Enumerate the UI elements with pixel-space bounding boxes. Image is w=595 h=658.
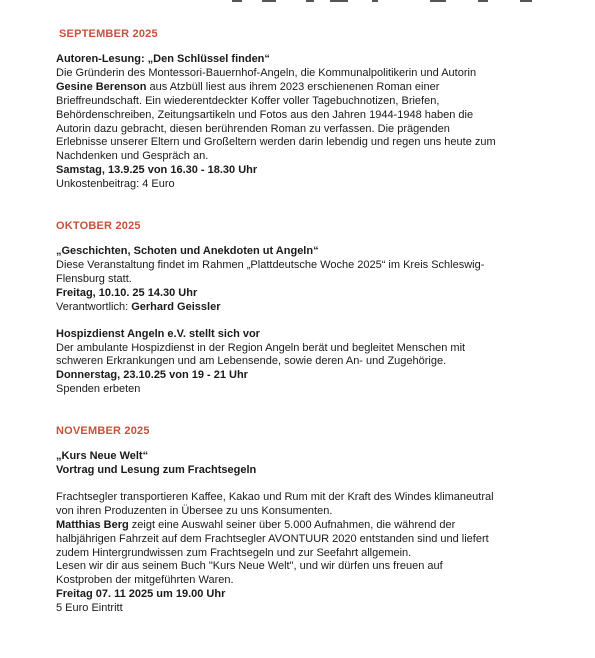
event-description-line: Matthias Berg zeigt eine Auswahl seiner über 5.000 Aufnahmen, die während der — [56, 518, 456, 531]
event-title: Hospizdienst Angeln e.V. stellt sich vor — [56, 327, 260, 340]
event-description-line: halbjährigen Fahrzeit auf dem Frachtsegler AVONTUUR 2020 entstanden sind und liefert — [56, 532, 489, 545]
event-description-line: Diese Veranstaltung findet im Rahmen „Plattdeutsche Woche 2025“ im Kreis Schleswig- — [56, 258, 485, 271]
event-plattdeutsch — [56, 245, 546, 315]
event-fee: Unkostenbeitrag: 4 Euro — [56, 178, 175, 191]
month-heading-oktober: OKTOBER 2025 — [56, 220, 141, 233]
event-title: „Geschichten, Schoten und Anekdoten ut Angeln“ — [56, 245, 319, 258]
event-description-line: Lesen wir dir aus seinem Buch "Kurs Neue Welt", und wir dürfen uns freuen auf — [56, 560, 443, 573]
event-description-line: Frachtsegler transportieren Kaffee, Kakao und Rum mit der Kraft des Windes klimaneutral — [56, 490, 494, 503]
event-responsible: Verantwortlich: Gerhard Geissler — [56, 300, 221, 313]
month-heading-september: SEPTEMBER 2025 — [59, 28, 158, 40]
event-fee: 5 Euro Eintritt — [56, 602, 123, 615]
event-description-line: Behördenschreiben, Zeitungsartikeln und Fotos aus den Jahren 1944-1948 haben die — [56, 108, 474, 121]
event-title: Autoren-Lesung: „Den Schlüssel finden“ — [56, 53, 270, 65]
cropped-text-line — [0, 0, 595, 3]
event-description-line: von ihren Produzenten in Übersee zu uns Konsumenten. — [56, 504, 333, 517]
event-description-line: Kostproben der mitgeführten Waren. — [56, 574, 234, 587]
event-description-line: Autorin dazu gebracht, diesen berührenden Roman zu verfassen. Die prägenden — [56, 122, 450, 135]
event-kurs-neue-welt — [56, 450, 546, 616]
event-description-line: Gesine Berenson aus Atzbüll liest aus ihrem 2023 erschienenen Roman einer — [56, 80, 440, 93]
event-title: „Kurs Neue Welt“ — [56, 450, 149, 463]
event-description-line: schweren Erkrankungen und am Lebensende, sowie deren An- und Zugehörige. — [56, 355, 447, 368]
event-date: Samstag, 13.9.25 von 16.30 - 18.30 Uhr — [56, 164, 258, 177]
event-note: Spenden erbeten — [56, 383, 141, 396]
event-description-line: Nachdenken und Gespräch an. — [56, 150, 209, 163]
month-heading-november: NOVEMBER 2025 — [56, 425, 150, 438]
event-description-line: Die Gründerin des Montessori-Bauernhof-Angeln, die Kommunalpolitikerin und Autorin — [56, 66, 477, 79]
speaker-name: Matthias Berg — [56, 518, 129, 531]
event-description-line: Brieffreundschaft. Ein wiederentdeckter Koffer voller Tagebuchnotizen, Briefen, — [56, 94, 440, 107]
section-november — [56, 424, 546, 616]
event-date: Donnerstag, 23.10.25 von 19 - 21 Uhr — [56, 369, 248, 382]
event-date: Freitag 07. 11 2025 um 19.00 Uhr — [56, 588, 226, 601]
section-september — [56, 27, 546, 192]
event-description-line: Flensburg statt. — [56, 272, 132, 285]
event-program — [56, 27, 546, 616]
event-subtitle: Vortrag und Lesung zum Frachtsegeln — [56, 464, 257, 477]
event-description-line: zudem Hintergrundwissen zum Frachtsegeln und zur Seefahrt allgemein. — [56, 546, 412, 559]
responsible-name: Gerhard Geissler — [131, 300, 221, 313]
event-autoren-lesung — [56, 53, 546, 192]
event-description-line: Der ambulante Hospizdienst in der Region Angeln berät und begleitet Menschen mit — [56, 341, 466, 354]
event-hospizdienst — [56, 328, 546, 398]
author-name: Gesine Berenson — [56, 80, 147, 93]
event-description-line: Erlebnisse unserer Eltern und Großeltern werden darin lebendig und regen uns heute zum — [56, 136, 496, 149]
section-oktober — [56, 219, 546, 397]
event-date: Freitag, 10.10. 25 14.30 Uhr — [56, 286, 198, 299]
